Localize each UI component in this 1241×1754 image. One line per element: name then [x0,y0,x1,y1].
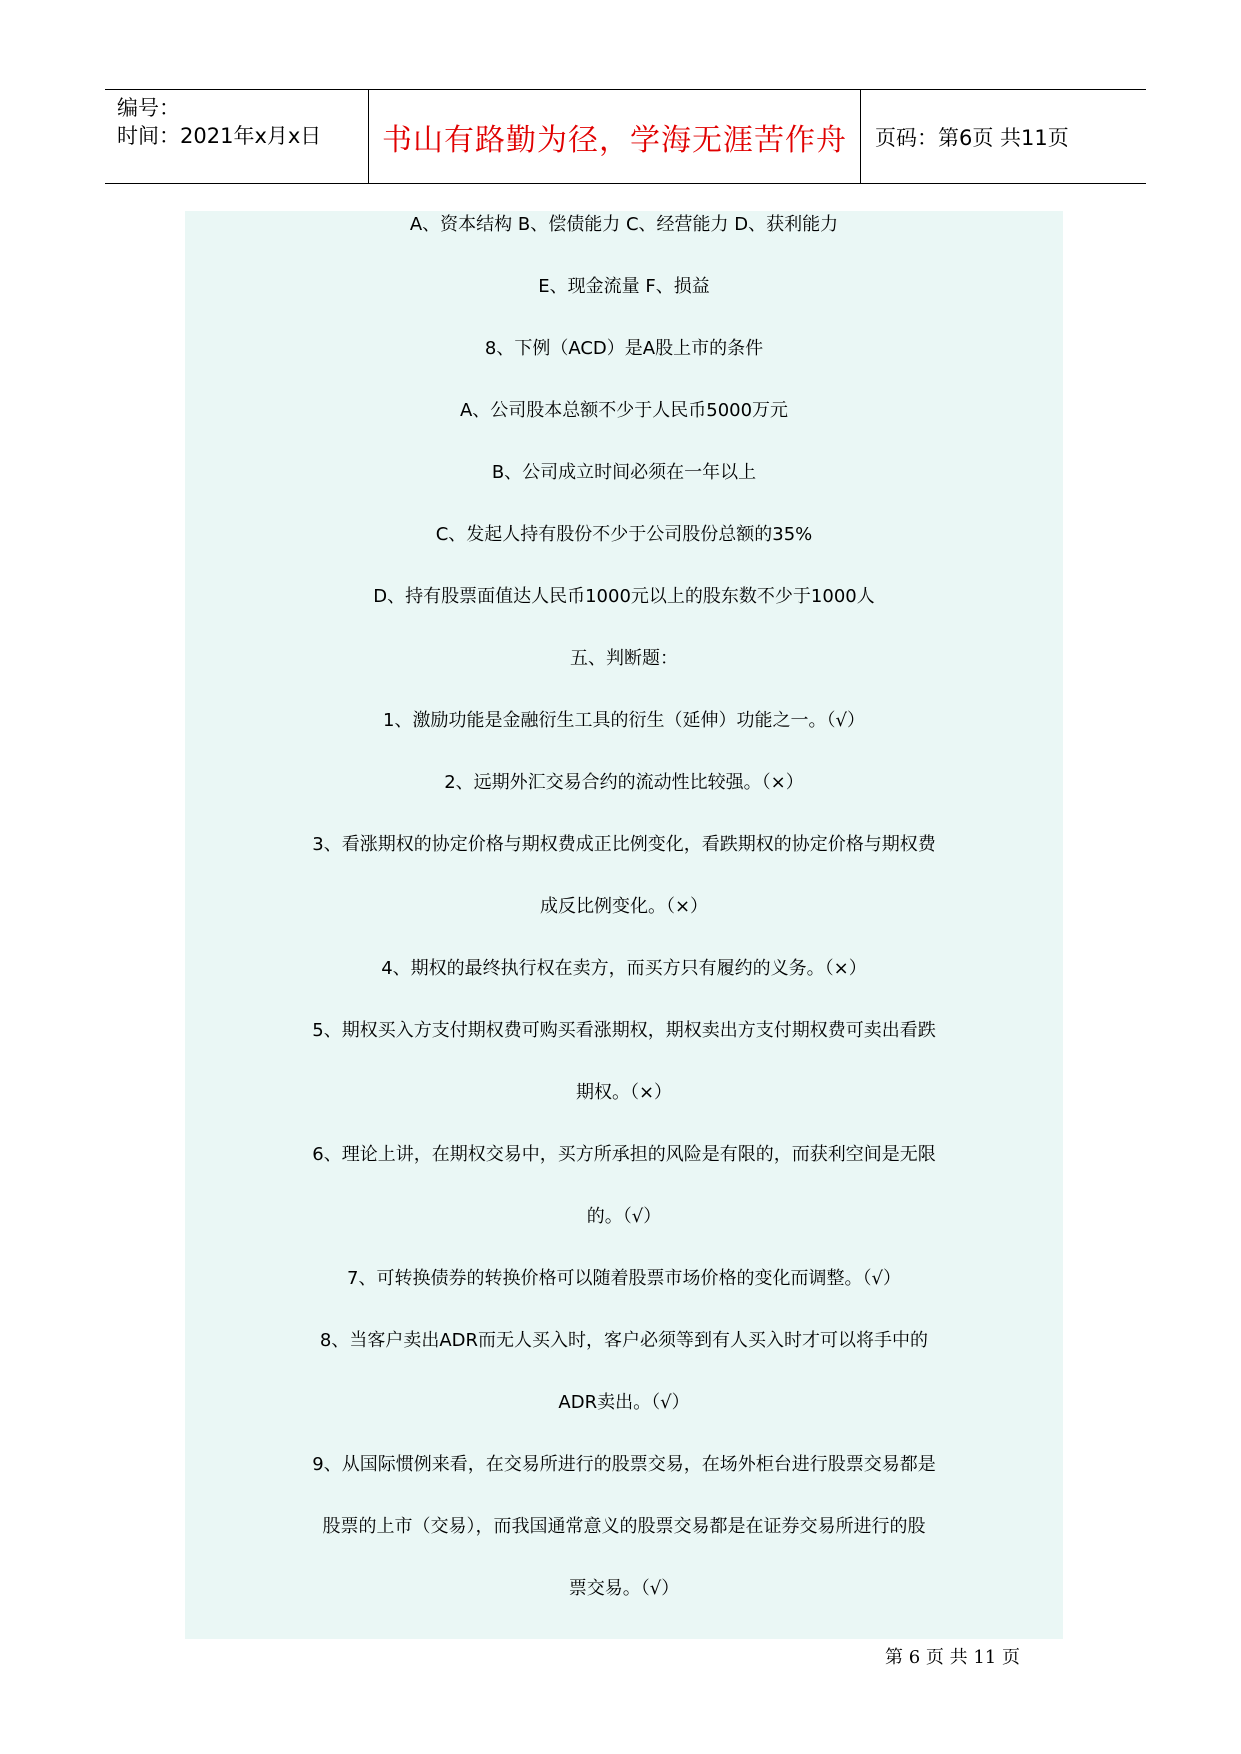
page-footer: 第 6 页 共 11 页 [885,1647,1020,1668]
text-line: 1、激励功能是金融衍生工具的衍生（延伸）功能之一。（√） [383,710,865,731]
text-line: 票交易。（√） [568,1578,680,1599]
page-header [105,89,1146,184]
text-line: E、现金流量 F、损益 [538,276,710,297]
page-label: 页码：第6页 共11页 [875,125,1069,150]
text-line: 7、可转换债券的转换价格可以随着股票市场价格的变化而调整。（√） [347,1268,901,1289]
text-line: 期权。（×） [575,1082,673,1103]
text-line: 2、远期外汇交易合约的流动性比较强。（×） [444,772,804,793]
text-line: 8、下例（ACD）是A股上市的条件 [484,338,764,359]
text-line: 4、期权的最终执行权在卖方，而买方只有履约的义务。（×） [381,958,867,979]
text-line: 股票的上市（交易），而我国通常意义的股票交易都是在证券交易所进行的股 [322,1516,926,1537]
text-line: 8、当客户卖出ADR而无人买入时，客户必须等到有人买入时才可以将手中的 [319,1330,929,1351]
number-label: 编号： [117,96,180,120]
header-right-cell [861,90,1146,183]
text-line: D、持有股票面值达人民币1000元以上的股东数不少于1000人 [373,586,875,607]
section-heading: 五、判断题： [570,648,678,669]
header-middle-cell [369,90,861,183]
text-line: C、发起人持有股份不少于公司股份总额的35% [435,524,813,545]
content-block [185,211,1063,1639]
text-line: 6、理论上讲，在期权交易中，买方所承担的风险是有限的，而获利空间是无限 [312,1144,936,1165]
text-line: A、公司股本总额不少于人民币5000万元 [459,400,789,421]
time-label: 时间：2021年x月x日 [117,124,322,148]
text-line: 9、从国际惯例来看，在交易所进行的股票交易，在场外柜台进行股票交易都是 [312,1454,936,1475]
text-line: 的。（√） [586,1206,662,1227]
text-line: A、资本结构 B、偿债能力 C、经营能力 D、获利能力 [409,214,839,235]
text-line: ADR卖出。（√） [558,1392,690,1413]
text-line: B、公司成立时间必须在一年以上 [491,462,757,483]
motto-title: 书山有路勤为径，学海无涯苦作舟 [382,122,847,158]
text-line: 3、看涨期权的协定价格与期权费成正比例变化，看跌期权的协定价格与期权费 [312,834,936,855]
text-line: 成反比例变化。（×） [539,896,709,917]
text-line: 5、期权买入方支付期权费可购买看涨期权，期权卖出方支付期权费可卖出看跌 [312,1020,936,1041]
header-left-cell [105,90,369,183]
